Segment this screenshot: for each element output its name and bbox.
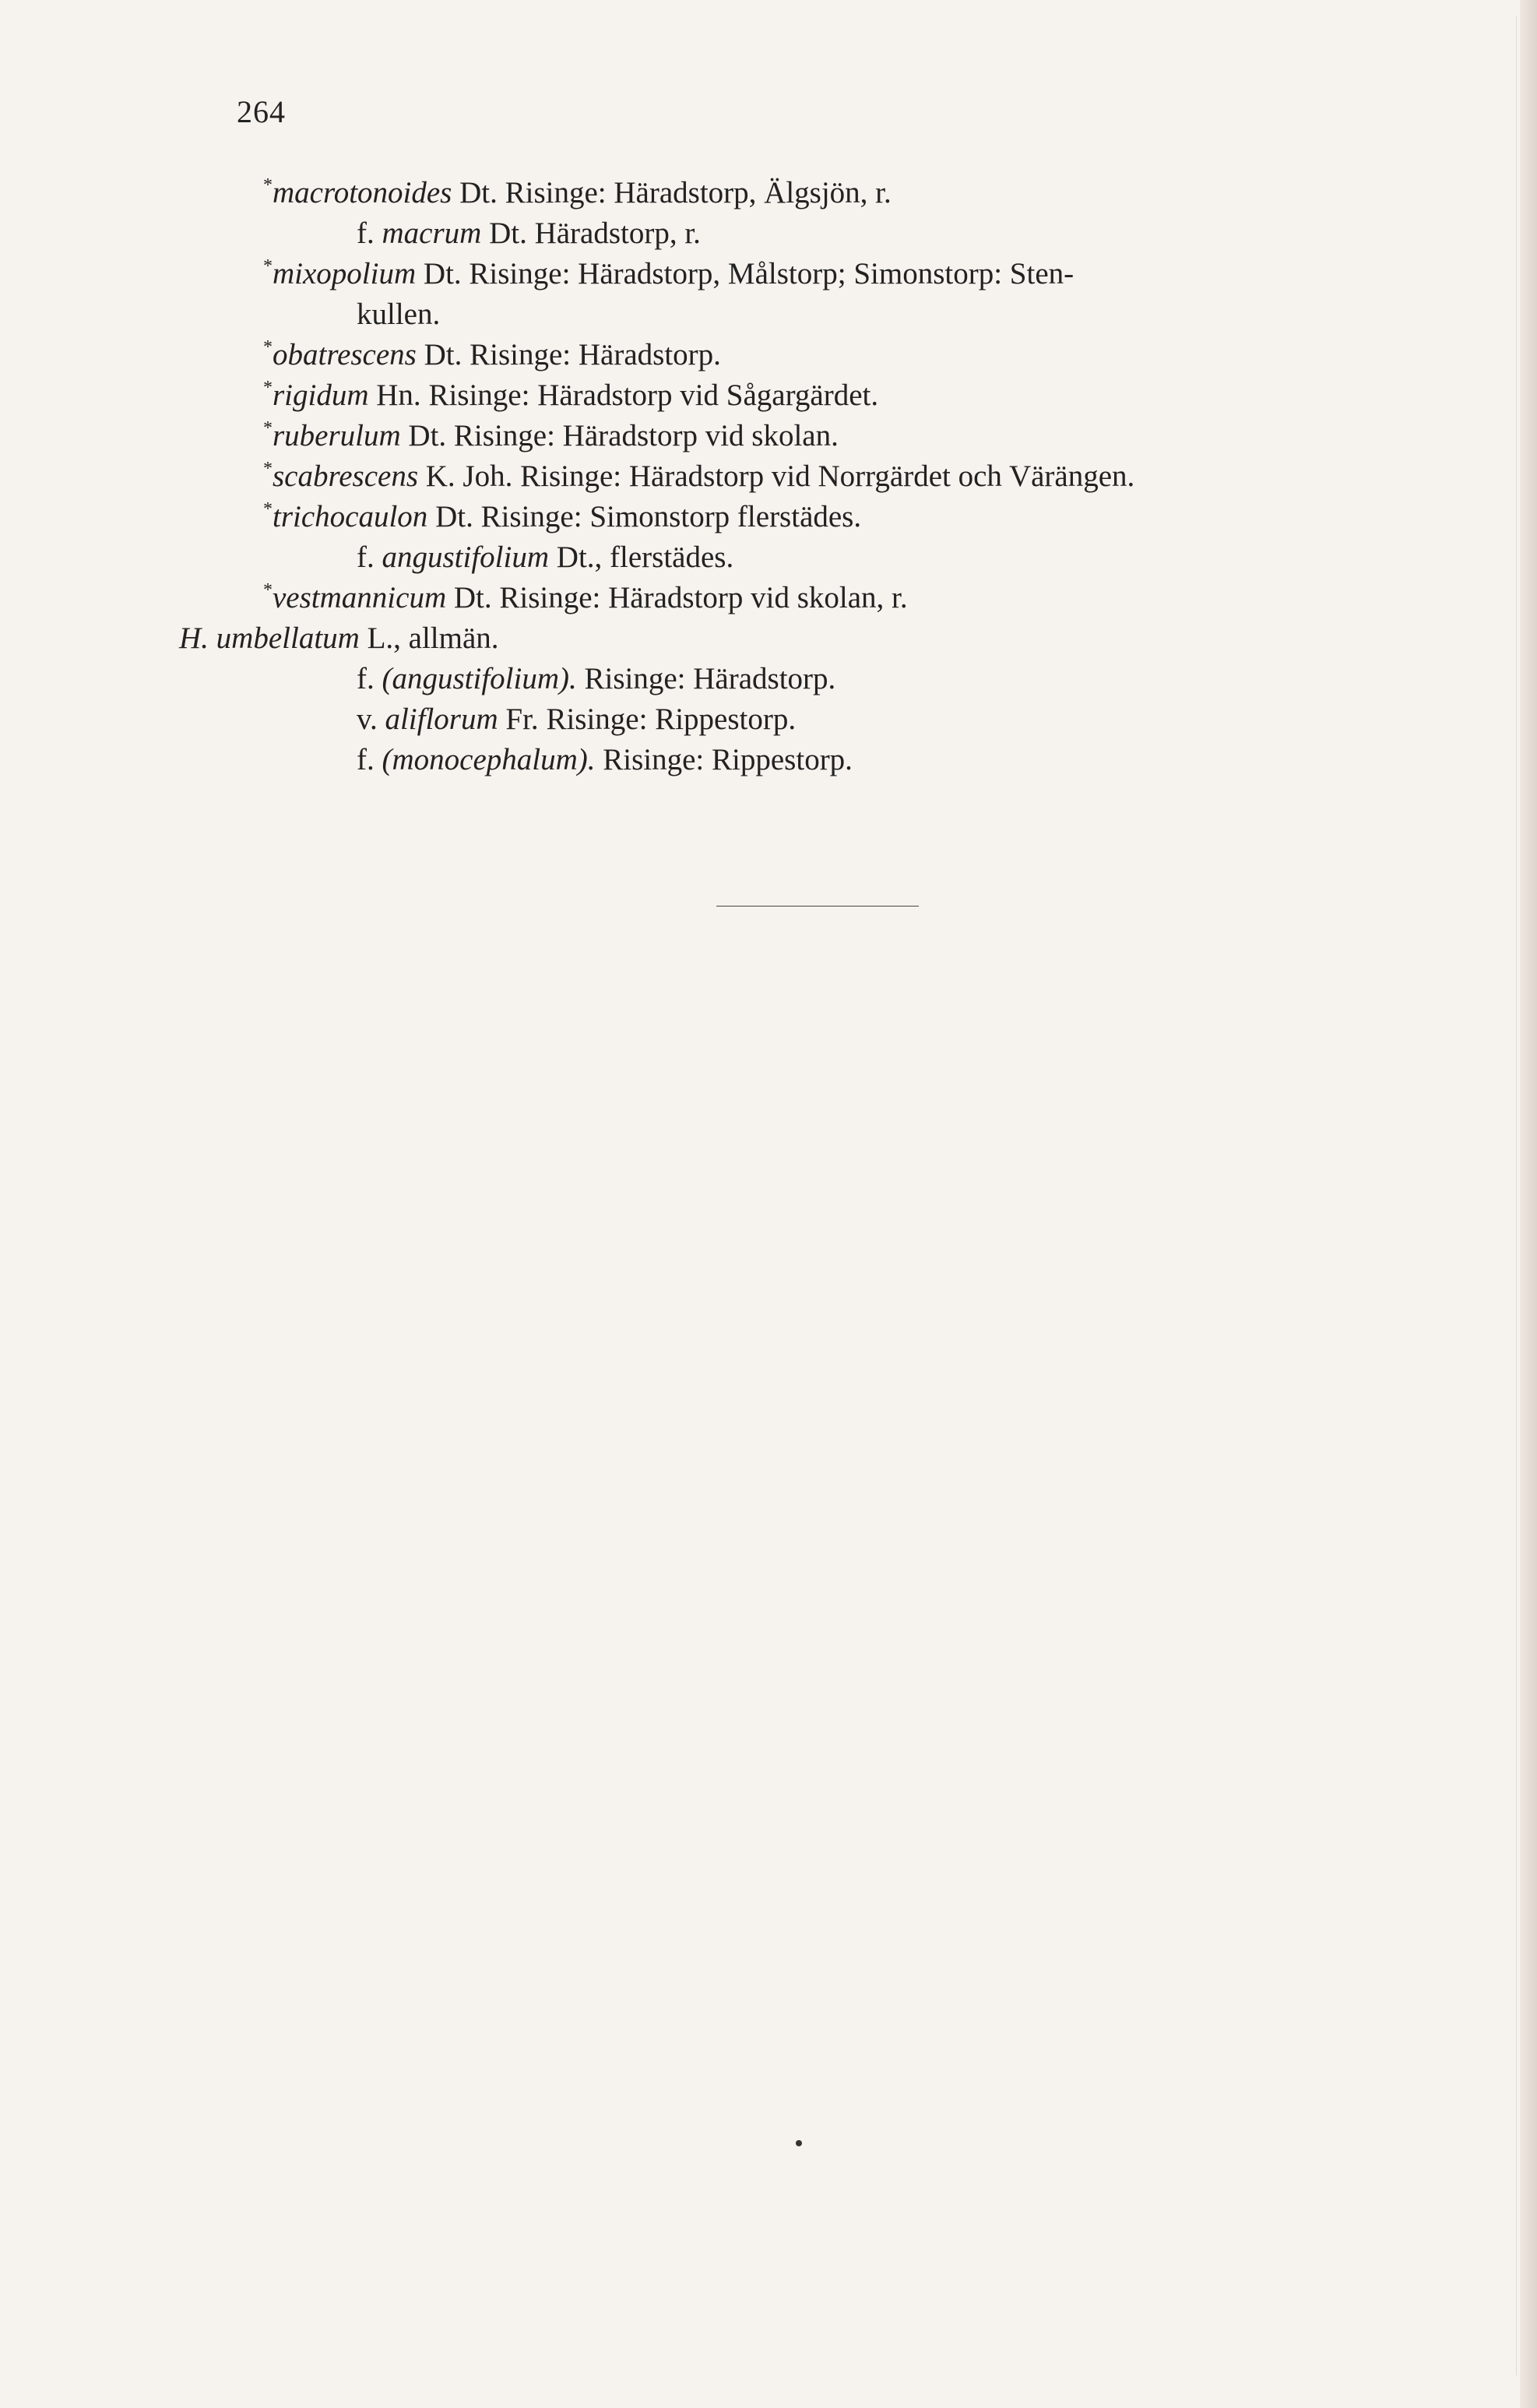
entry-text: Häradstorp, r. (526, 217, 701, 250)
entry-ruberulum (263, 418, 839, 452)
entry-name: macrum (382, 217, 482, 250)
entry-name: mixopolium (273, 257, 417, 290)
page-bleed-line (1516, 16, 1517, 2375)
entry-star: * (263, 459, 273, 479)
entry-macrum (357, 218, 701, 248)
entry-author: Dt. (427, 500, 473, 533)
entry-author: Dt. (416, 338, 463, 371)
entry-text: Risinge: Häradstorp vid Norrgärdet och Värängen. (512, 459, 1135, 493)
entry-author: Dt. (400, 419, 447, 452)
entry-star: * (263, 256, 273, 276)
entry-star: * (263, 580, 273, 600)
entry-name: angustifolium (382, 540, 550, 574)
page-edge-shadow (1520, 0, 1537, 2408)
entry-prefix: v. (357, 702, 385, 736)
entry-text: Risinge: Häradstorp, Målstorp; Simonstorp: Sten- (461, 257, 1074, 290)
entry-name: umbellatum (216, 621, 360, 655)
entry-text: kullen. (357, 297, 441, 331)
entry-star: * (263, 337, 273, 357)
entry-name: vestmannicum (273, 581, 447, 614)
entry-name: scabrescens (273, 459, 419, 493)
entry-text: Risinge: Häradstorp vid Sågargärdet. (420, 378, 879, 412)
entry-vestmannicum (263, 580, 908, 614)
entry-text: flerstädes. (602, 540, 734, 574)
entry-name: trichocaulon (273, 500, 428, 533)
entry-text: Risinge: Simonstorp flerstädes. (473, 500, 862, 533)
entry-author: K. Joh. (418, 459, 513, 493)
entry-name: ruberulum (273, 419, 401, 452)
entry-author: Fr. (498, 702, 539, 736)
entry-author: Hn. (368, 378, 421, 412)
section-rule (716, 906, 919, 907)
entry-umbellatum-angustifolium (357, 664, 835, 694)
entry-text: allmän. (400, 621, 499, 655)
entry-star: * (263, 175, 273, 195)
ink-speck (796, 2140, 802, 2146)
entry-star: * (263, 418, 273, 438)
entry-aliflorum (357, 704, 796, 734)
entry-umbellatum (179, 623, 499, 653)
entry-name: macrotonoides (273, 176, 452, 209)
entry-rigidum (263, 380, 878, 410)
entry-name: obatrescens (273, 338, 417, 371)
page-number: 264 (237, 94, 286, 129)
entry-monocephalum (357, 745, 853, 775)
entry-author: Dt. (416, 257, 462, 290)
entry-name: (angustifolium). (382, 662, 577, 695)
entry-text: Risinge: Häradstorp. (462, 338, 721, 371)
entry-text: Risinge: Rippestorp. (538, 702, 797, 736)
entry-prefix: f. (357, 217, 382, 250)
entry-name: (monocephalum). (382, 743, 596, 776)
entry-name: aliflorum (385, 702, 498, 736)
entry-text: Risinge: Häradstorp. (576, 662, 836, 695)
entry-mixopolium (263, 256, 1074, 290)
entry-continuation (357, 299, 440, 329)
entry-trichocaulon (263, 499, 862, 533)
entry-author: Dt., (549, 540, 603, 574)
entry-author: Dt. (452, 176, 498, 209)
entry-star: * (263, 499, 273, 519)
entry-scabrescens (263, 461, 1134, 491)
entry-macrotonoides (263, 175, 892, 209)
entry-genus: H. (179, 621, 216, 655)
entry-obatrescens (263, 337, 721, 371)
entry-prefix: f. (357, 540, 382, 574)
entry-name: rigidum (273, 378, 369, 412)
entry-prefix: f. (357, 743, 382, 776)
entry-text: Risinge: Häradstorp vid skolan. (446, 419, 839, 452)
entry-text: Risinge: Häradstorp vid skolan, r. (491, 581, 908, 614)
entry-author: L., (359, 621, 401, 655)
entry-author: Dt. (481, 217, 527, 250)
entry-text: Risinge: Häradstorp, Älgsjön, r. (497, 176, 892, 209)
entry-text: Risinge: Rippestorp. (595, 743, 853, 776)
entry-star: * (263, 378, 273, 398)
entry-prefix: f. (357, 662, 382, 695)
entry-author: Dt. (446, 581, 492, 614)
entry-angustifolium (357, 542, 733, 572)
